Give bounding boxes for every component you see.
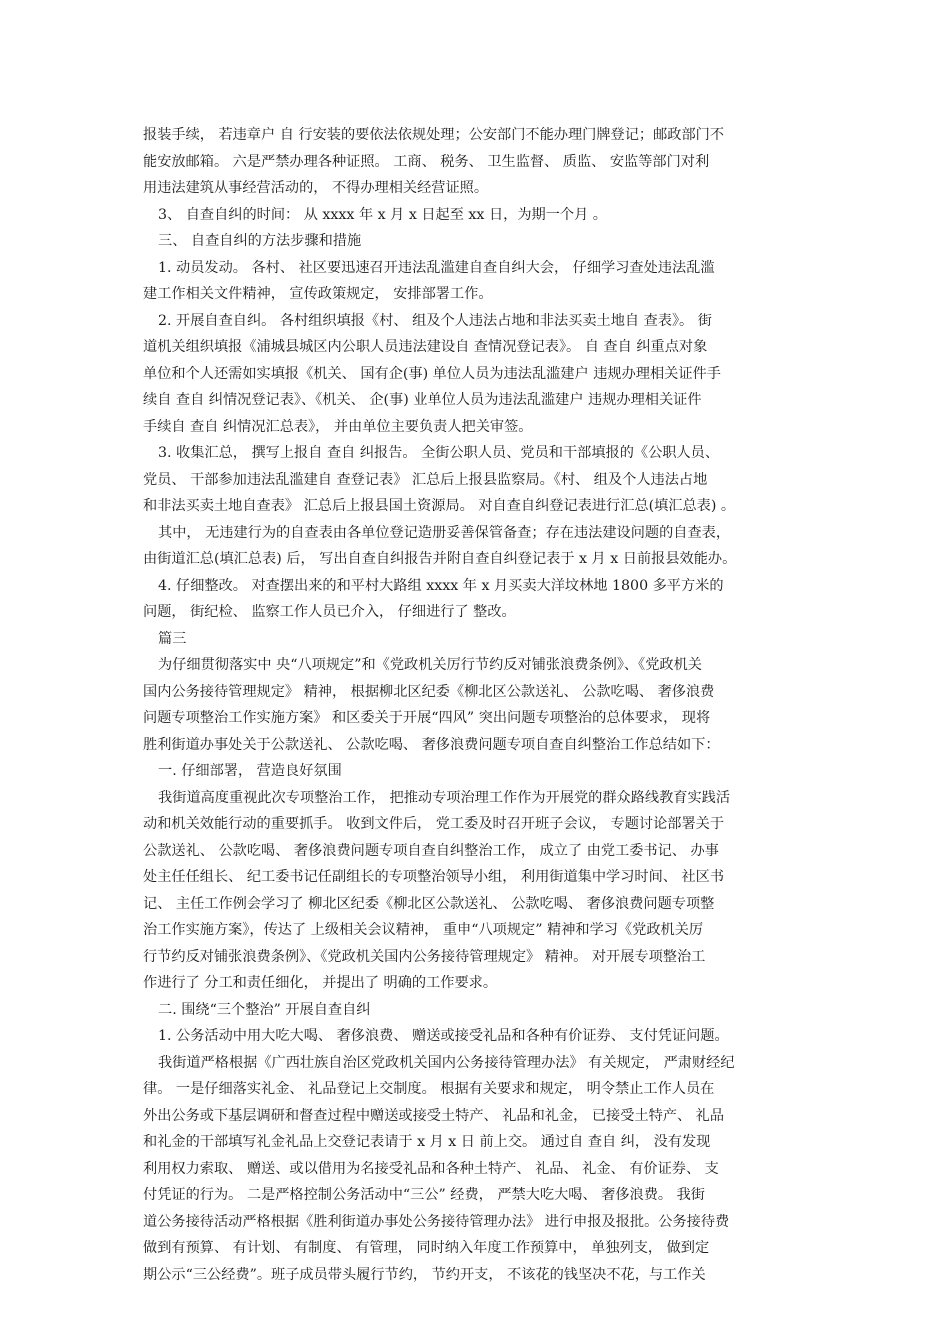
text-line: 问题， 街纪检、 监察工作人员已介入， 仔细进行了 整改。 [143, 604, 516, 620]
text-line: 胜利街道办事处关于公款送礼、 公款吃喝、 奢侈浪费问题专项自查自纠整治工作总结如下： [143, 736, 720, 753]
text-line: 2. 开展自查自纠。 各村组织填报《村、 组及个人违法占地和非法买卖土地自 查表》。 街 [158, 312, 712, 329]
text-line: 和非法买卖土地自查表》 汇总后上报县国土资源局。 对自查自纠登记表进行汇总(填汇总表) 。 [143, 498, 736, 514]
text-line: 处主任任组长、 纪工委书记任副组长的专项整治领导小组， 利用街道集中学习时间、 社区书 [143, 869, 725, 885]
text-line: 3. 收集汇总， 撰写上报自 查自 纠报告。 全街公职人员、党员和干部填报的《公职人员、 [158, 445, 720, 461]
text-line: 期公示“三公经费”。班子成员带头履行节约， 节约开支， 不该花的钱坚决不花，与工作关 [143, 1266, 706, 1283]
text-line: 问题专项整治工作实施方案》 和区委关于开展“四风” 突出问题专项整治的总体要求， 现将 [143, 710, 711, 726]
section-heading: 一. 仔细部署， 营造良好氛围 [158, 763, 342, 779]
text-line: 记、 主任工作例会学习了 柳北区纪委《柳北区公款送礼、 公款吃喝、 奢侈浪费问题专项整 [143, 895, 715, 912]
section-heading: 二. 围绕“三个整治” 开展自查自纠 [158, 1001, 371, 1018]
text-line: 3、 自查自纠的时间： 从 xxxx 年 x 月 x 日起至 xx 日，为期一个月 。 [158, 206, 607, 223]
text-line: 其中， 无违建行为的自查表由各单位登记造册妥善保管备查；存在违法建设问题的自查表， [158, 524, 731, 541]
text-line: 党员、 干部参加违法乱滥建自 查登记表》 汇总后上报县监察局。《村、 组及个人违法占地 [143, 471, 708, 488]
text-line: 1. 公务活动中用大吃大喝、 奢侈浪费、 赠送或接受礼品和各种有价证券、 支付凭证问题。 [158, 1028, 729, 1044]
text-line: 我街道高度重视此次专项整治工作， 把推动专项治理工作作为开展党的群众路线教育实践活 [158, 789, 731, 806]
text-line: 4. 仔细整改。 对查摆出来的和平村大路组 xxxx 年 x 月买卖大洋坟林地 1800 多平方米的 [158, 577, 724, 594]
text-line: 我街道严格根据《广西壮族自治区党政机关国内公务接待管理办法》 有关规定， 严肃财经纪 [158, 1054, 735, 1071]
text-line: 治工作实施方案》，传达了 上级相关会议精神， 重申“八项规定” 精神和学习《党政机关厉 [143, 922, 704, 938]
text-line: 单位和个人还需如实填报《机关、 国有企(事) 单位人员为违法乱滥建户 违规办理相关证件手 [143, 365, 721, 382]
text-line: 作进行了 分工和责任细化， 并提出了 明确的工作要求。 [143, 975, 498, 991]
text-line: 由街道汇总(填汇总表) 后， 写出自查自纠报告并附自查自纠登记表于 x 月 x 日前报县效能办。 [143, 551, 737, 567]
text-line: 和礼金的干部填写礼金礼品上交登记表请于 x 月 x 日 前上交。 通过自 查自 纠， 没有发现 [143, 1134, 711, 1150]
text-line: 做到有预算、 有计划、 有制度、 有管理， 同时纳入年度工作预算中， 单独列支， 做到定 [143, 1240, 710, 1256]
section-heading: 篇三 [158, 630, 187, 647]
section-heading: 三、 自查自纠的方法步骤和措施 [158, 233, 362, 249]
text-line: 利用权力索取、 赠送、或以借用为名接受礼品和各种土特产、 礼品、 礼金、 有价证券、 支 [143, 1160, 719, 1177]
text-line: 手续自 查自 纠情况汇总表》， 并由单位主要负责人把关审签。 [143, 418, 533, 435]
text-line: 用违法建筑从事经营活动的， 不得办理相关经营证照。 [143, 180, 489, 196]
text-line: 建工作相关文件精神， 宣传政策规定， 安排部署工作。 [143, 286, 493, 302]
text-line: 付凭证的行为。 二是严格控制公务活动中“三公” 经费， 严禁大吃大喝、 奢侈浪费。 我街 [143, 1187, 705, 1203]
text-line: 公款送礼、 公款吃喝、 奢侈浪费问题专项自查自纠整治工作， 成立了 由党工委书记、 办事 [143, 842, 719, 859]
text-line: 报装手续， 若违章户 自 行安装的要依法依规处理；公安部门不能办理门牌登记；邮政部门不 [143, 127, 725, 143]
text-line: 道机关组织填报《浦城县城区内公职人员违法建设自 查情况登记表》。 自 查自 纠重点对象 [143, 339, 708, 355]
text-line: 为仔细贯彻落实中 央“八项规定”和《党政机关厉行节约反对铺张浪费条例》、《党政机关 [158, 657, 702, 673]
text-line: 外出公务或下基层调研和督查过程中赠送或接受土特产、 礼品和礼金， 已接受土特产、 礼品 [143, 1107, 725, 1124]
text-line: 动和机关效能行动的重要抓手。 收到文件后， 党工委及时召开班子会议， 专题讨论部署关于 [143, 816, 725, 832]
document-page [143, 122, 808, 1288]
text-line: 律。 一是仔细落实礼金、 礼品登记上交制度。 根据有关要求和规定， 明令禁止工作人员在 [143, 1081, 715, 1097]
text-line: 能安放邮箱。 六是严禁办理各种证照。 工商、 税务、 卫生监督、 质监、 安监等部门对利 [143, 153, 710, 170]
text-line: 行节约反对铺张浪费条例》、《党政机关国内公务接待管理规定》 精神。 对开展专项整治工 [143, 948, 706, 965]
text-line: 续自 查自 纠情况登记表》、《机关、 企(事) 业单位人员为违法乱滥建户 违规办理相关证件 [143, 392, 702, 408]
text-line: 道公务接待活动严格根据《胜利街道办事处公务接待管理办法》 进行申报及报批。公务接待费 [143, 1213, 730, 1230]
text-line: 1. 动员发动。 各村、 社区要迅速召开违法乱滥建自查自纠大会， 仔细学习查处违法乱滥 [158, 259, 715, 276]
text-line: 国内公务接待管理规定》 精神， 根据柳北区纪委《柳北区公款送礼、 公款吃喝、 奢侈浪费 [143, 683, 715, 700]
